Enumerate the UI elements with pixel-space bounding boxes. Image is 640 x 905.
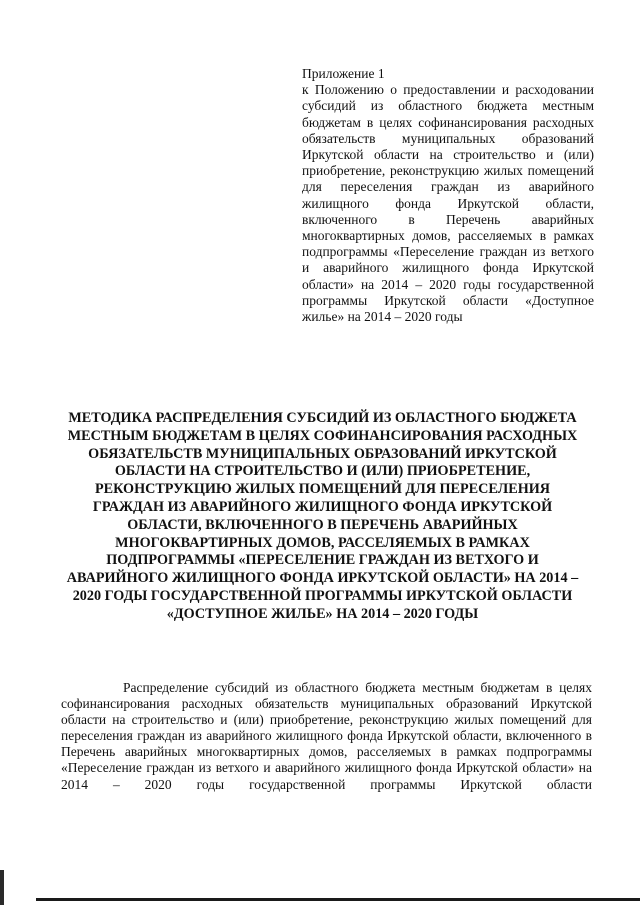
main-text-paragraph: Распределение субсидий из областного бюджета местным бюджетам в целях софинансирования расходных обязательств муниципальных образований Иркутской области на строительство и (или) приобретение, реконструкцию жилых помещений для переселения граждан из аварийного жилищного фонда Иркутской области, включенного в Перечень аварийных многоквартирных домов, расселяемых в рамках подпрограммы «Переселение граждан из ветхого и аварийного жилищного фонда Иркутской области» на 2014 – 2020 годы государственной программы Иркутской области: [61, 680, 592, 792]
bottom-scan-edge: [36, 898, 640, 901]
appendix-block: [302, 66, 594, 325]
methodology-title: МЕТОДИКА РАСПРЕДЕЛЕНИЯ СУБСИДИЙ ИЗ ОБЛАСТНОГО БЮДЖЕТА МЕСТНЫМ БЮДЖЕТАМ В ЦЕЛЯХ СОФИНАНСИРОВАНИЯ РАСХОДНЫХ ОБЯЗАТЕЛЬСТВ МУНИЦИПАЛЬНЫХ ОБРАЗОВАНИЙ ИРКУТСКОЙ ОБЛАСТИ НА СТРОИТЕЛЬСТВО И (ИЛИ) ПРИОБРЕТЕНИЕ, РЕКОНСТРУКЦИЮ ЖИЛЫХ ПОМЕЩЕНИЙ ДЛЯ ПЕРЕСЕЛЕНИЯ ГРАЖДАН ИЗ АВАРИЙНОГО ЖИЛИЩНОГО ФОНДА ИРКУТСКОЙ ОБЛАСТИ, ВКЛЮЧЕННОГО В ПЕРЕЧЕНЬ АВАРИЙНЫХ МНОГОКВАРТИРНЫХ ДОМОВ, РАССЕЛЯЕМЫХ В РАМКАХ ПОДПРОГРАММЫ «ПЕРЕСЕЛЕНИЕ ГРАЖДАН ИЗ ВЕТХОГО И АВАРИЙНОГО ЖИЛИЩНОГО ФОНДА ИРКУТСКОЙ ОБЛАСТИ» НА 2014 – 2020 ГОДЫ ГОСУДАРСТВЕННОЙ ПРОГРАММЫ ИРКУТСКОЙ ОБЛАСТИ «ДОСТУПНОЕ ЖИЛЬЕ» НА 2014 – 2020 ГОДЫ: [66, 410, 579, 622]
appendix-body: к Положению о предоставлении и расходовании субсидий из областного бюджета местным бюджетам в целях софинансирования расходных обязательств муниципальных образований Иркутской области на строительство и (или) приобретение, реконструкцию жилых помещений для переселения граждан из аварийного жилищного фонда Иркутской области, включенного в Перечень аварийных многоквартирных домов, расселяемых в рамках подпрограммы «Переселение граждан из ветхого и аварийного жилищного фонда Иркутской области» на 2014 – 2020 годы государственной программы Иркутской области «Доступное жилье» на 2014 – 2020 годы: [302, 82, 594, 325]
left-scan-edge: [0, 870, 4, 905]
appendix-title: Приложение 1: [302, 66, 385, 81]
